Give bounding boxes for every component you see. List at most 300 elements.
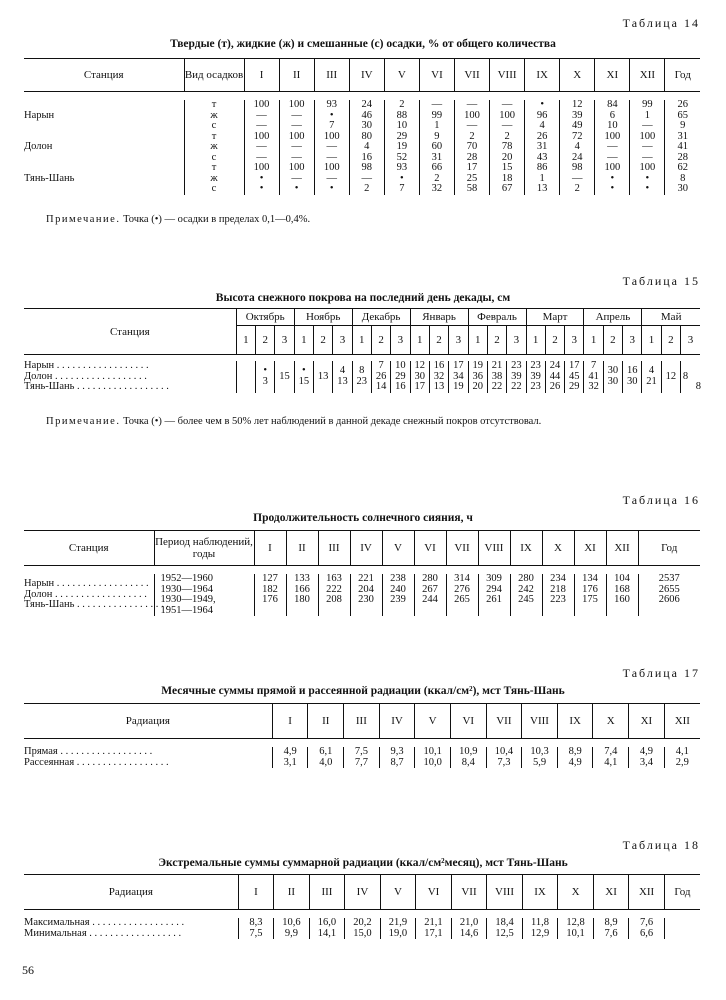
header-decade: 2 — [545, 326, 564, 355]
data-cell — [391, 361, 410, 393]
data-cell — [254, 574, 286, 616]
cell-value: 204 — [358, 583, 374, 595]
header-month: Ноябрь — [294, 309, 352, 326]
cell-value: — — [326, 172, 337, 184]
data-cell — [350, 574, 382, 616]
cell-value: 21 — [646, 375, 657, 387]
data-cell — [664, 918, 700, 939]
header-month: III — [309, 875, 345, 910]
table-18 — [24, 874, 700, 939]
cell-value: с — [211, 151, 217, 163]
header-month: IX — [557, 704, 593, 739]
cell-value: Рассеянная . . . . . . . . . . . . . . . . . . — [24, 756, 169, 768]
cell-value: 65 — [677, 109, 688, 121]
cell-value: • — [645, 183, 650, 194]
data-cell — [416, 918, 452, 939]
header-month: VIII — [490, 59, 525, 92]
table-row — [24, 918, 700, 939]
cell-value: 26 — [549, 381, 561, 392]
header-month: XII — [664, 704, 700, 739]
header-month: Декабрь — [352, 309, 410, 326]
cell-value: 280 — [422, 573, 438, 584]
header-decade: 3 — [565, 326, 584, 355]
cell-value: 218 — [550, 583, 566, 595]
cell-value: 182 — [262, 583, 278, 595]
cell-value: — — [501, 120, 513, 131]
cell-value: • — [329, 183, 334, 194]
data-cell — [451, 918, 487, 939]
data-cell — [454, 100, 489, 132]
data-cell — [595, 100, 630, 132]
data-cell — [565, 361, 584, 393]
cell-value: т — [211, 130, 217, 142]
cell-value: 280 — [518, 573, 534, 584]
cell-value: 10,9 — [459, 746, 478, 757]
cell-value: ж — [210, 172, 218, 184]
data-cell — [419, 163, 454, 195]
cell-value: 314 — [454, 573, 470, 584]
cell-value: — — [291, 151, 302, 163]
cell-value: Тянь-Шань . . . . . . . . . . . . . . . . . . — [24, 599, 169, 611]
cell-value: 1 — [434, 120, 440, 131]
cell-value: 8,7 — [390, 756, 404, 768]
header-month: I — [272, 704, 308, 739]
cell-value: 175 — [582, 594, 598, 605]
cell-value: 15 — [501, 162, 513, 173]
header-month: VII — [486, 704, 522, 739]
cell-value: 10,6 — [282, 917, 301, 928]
periods — [154, 574, 254, 616]
data-cell — [545, 361, 564, 393]
page-number: 56 — [22, 963, 34, 977]
data-cell — [661, 361, 680, 393]
header-month: III — [344, 704, 380, 739]
cell-value: 10 — [607, 120, 618, 131]
cell-value: • — [259, 183, 264, 194]
data-cell — [414, 574, 446, 616]
cell-value: 39 — [530, 370, 541, 382]
cell-value: 67 — [501, 183, 513, 194]
cell-value: 100 — [639, 130, 656, 142]
cell-value: 4 — [539, 120, 545, 131]
cell-value: — — [361, 172, 373, 184]
cell-value: 78 — [501, 141, 513, 152]
cell-value: 4,9 — [568, 756, 582, 768]
cell-value: 9 — [680, 120, 686, 131]
station-label: Тянь-Шань . . . . . . . . . . . . . . . . . . — [24, 381, 169, 392]
cell-value: 17,1 — [424, 927, 443, 939]
data-cell — [318, 574, 350, 616]
cell-value: 13 — [433, 381, 445, 392]
cell-value: 10,3 — [530, 746, 549, 757]
cell-value: — — [466, 99, 478, 110]
cell-value: 12 — [665, 370, 677, 382]
data-cell — [507, 361, 526, 393]
data-cell — [415, 747, 451, 768]
cell-value: • — [645, 172, 650, 184]
cell-value: 21 — [491, 360, 503, 371]
data-cell — [294, 361, 313, 393]
cell-value: 80 — [361, 130, 373, 142]
cell-value: с — [211, 183, 217, 194]
header-month: I — [244, 59, 279, 92]
cell-value: — — [256, 109, 267, 121]
data-cell — [490, 132, 525, 164]
cell-value: 7,5 — [354, 746, 368, 757]
header-month: VIII — [522, 704, 558, 739]
station-name — [24, 132, 184, 164]
cell-value: 25 — [466, 172, 478, 184]
cell-value: 8 — [680, 172, 686, 184]
cell-value: — — [256, 151, 267, 163]
data-cell — [380, 918, 416, 939]
header-month: IV — [345, 875, 381, 910]
precip-type — [184, 132, 244, 164]
cell-value: • — [610, 172, 615, 184]
cell-value: 2537 — [658, 573, 680, 584]
cell-value: 32 — [588, 381, 599, 392]
data-cell — [244, 163, 279, 195]
cell-value: 134 — [582, 573, 598, 584]
cell-value: 11,8 — [531, 917, 550, 928]
header-month: II — [274, 875, 310, 910]
cell-value: 39 — [571, 109, 583, 121]
header-month: IV — [379, 704, 415, 739]
cell-value: 20 — [472, 381, 483, 392]
data-cell — [349, 100, 384, 132]
cell-value: 12,5 — [495, 927, 514, 939]
data-cell — [274, 918, 310, 939]
table-15-title: Высота снежного покрова на последний день декады, см — [215, 292, 511, 304]
data-cell — [486, 747, 522, 768]
cell-value: 30 — [361, 120, 373, 131]
data-cell — [487, 918, 523, 939]
header-month: II — [308, 704, 344, 739]
cell-value: 38 — [491, 370, 503, 382]
cell-value: 160 — [614, 594, 630, 605]
cell-value: 16 — [626, 365, 638, 377]
header-month: XII — [606, 531, 638, 566]
cell-value: ж — [210, 109, 218, 121]
table-row — [24, 747, 700, 768]
data-cell — [478, 574, 510, 616]
cell-value: 10,1 — [566, 927, 585, 939]
cell-value: 99 — [431, 109, 443, 121]
header-month: VI — [419, 59, 454, 92]
data-cell — [526, 361, 545, 393]
cell-value: 46 — [361, 109, 373, 121]
cell-value: 244 — [422, 594, 438, 605]
cell-value: 30 — [607, 365, 619, 377]
cell-value: 100 — [323, 162, 340, 173]
cell-value: 8,9 — [568, 746, 582, 757]
header-decade: 3 — [507, 326, 526, 355]
data-cell — [349, 163, 384, 195]
header-month: Январь — [410, 309, 468, 326]
cell-value: 66 — [431, 162, 443, 173]
cell-value: 29 — [569, 381, 580, 392]
cell-value: 31 — [677, 130, 688, 142]
header-month: IV — [350, 531, 382, 566]
data-cell — [410, 361, 429, 393]
data-cell — [345, 918, 381, 939]
cell-value: 104 — [614, 573, 630, 584]
data-cell — [629, 747, 665, 768]
cell-value: — — [501, 99, 513, 110]
cell-value: 8 — [359, 365, 365, 377]
cell-value: 12 — [571, 99, 583, 110]
table-17-label: Таблица 17 — [622, 666, 700, 680]
cell-value: 15 — [279, 370, 290, 382]
cell-value: 10,1 — [423, 746, 442, 757]
cell-value: 7,7 — [354, 756, 368, 768]
cell-value: 19 — [396, 141, 408, 152]
cell-value: 168 — [614, 583, 630, 595]
cell-value: • — [610, 183, 615, 194]
cell-value: • — [301, 365, 306, 377]
cell-value: 208 — [326, 594, 342, 605]
cell-value: 1952—1960 — [160, 573, 213, 584]
cell-value: 14,1 — [317, 927, 337, 939]
table-16-title: Продолжительность солнечного сияния, ч — [253, 512, 473, 524]
header-month: II — [286, 531, 318, 566]
cell-value: 20 — [501, 151, 513, 163]
data-cell — [593, 918, 629, 939]
table-16-label: Таблица 16 — [622, 493, 700, 507]
header-station: Станция — [24, 531, 154, 566]
header-month: Октябрь — [236, 309, 294, 326]
cell-value: 261 — [486, 594, 502, 605]
cell-value: 276 — [454, 583, 470, 595]
cell-value: • — [259, 172, 264, 184]
data-cell — [525, 100, 560, 132]
table-row — [24, 361, 700, 393]
header-month: VI — [450, 704, 486, 739]
cell-value: 8,4 — [461, 756, 475, 768]
data-cell — [629, 918, 665, 939]
data-cell — [584, 361, 603, 393]
cell-value: 17 — [466, 162, 478, 173]
cell-value: 29 — [396, 130, 408, 142]
cell-value: 2,9 — [675, 756, 689, 768]
cell-value: 29 — [395, 370, 406, 382]
cell-value: 239 — [390, 594, 406, 605]
cell-value: 26 — [375, 370, 387, 382]
station-name — [24, 100, 184, 132]
header-month: I — [254, 531, 286, 566]
cell-value: 49 — [571, 120, 583, 131]
cell-value: 100 — [253, 99, 270, 110]
data-cell — [256, 361, 275, 393]
cell-value: 4 — [364, 141, 370, 152]
data-cell — [382, 574, 414, 616]
header-decade: 1 — [526, 326, 545, 355]
header-month: V — [380, 875, 416, 910]
cell-value: 100 — [288, 130, 305, 142]
cell-value: 28 — [677, 151, 688, 163]
table-row — [24, 195, 700, 201]
header-month: V — [415, 704, 451, 739]
table-16 — [24, 530, 700, 616]
cell-value: 240 — [390, 583, 406, 595]
cell-value: 100 — [288, 99, 305, 110]
data-cell — [525, 132, 560, 164]
header-decade: 3 — [623, 326, 642, 355]
header-month: IX — [522, 875, 558, 910]
cell-value: 3 — [262, 375, 268, 387]
data-cell — [429, 361, 448, 393]
cell-value: 26 — [536, 130, 548, 142]
table-17-title: Месячные суммы прямой и рассеянной радиации (ккал/см²), мст Тянь-Шань — [161, 685, 565, 697]
header-precip-type: Вид осадков — [184, 59, 244, 92]
cell-value: 8,3 — [249, 917, 263, 928]
header-decade: 2 — [313, 326, 332, 355]
note-label: Примечание. — [46, 416, 121, 427]
cell-value: 100 — [604, 162, 621, 173]
cell-value: 8 — [682, 370, 689, 382]
data-cell — [244, 100, 279, 132]
cell-value: 5,9 — [532, 756, 547, 768]
data-cell — [642, 361, 661, 393]
cell-value: 86 — [536, 162, 548, 173]
header-radiation: Радиация — [24, 875, 238, 910]
cell-value: 2 — [399, 99, 405, 110]
cell-value: 2606 — [658, 594, 680, 605]
cell-value: — — [256, 120, 267, 131]
station-label: Нарын . . . . . . . . . . . . . . . . . . — [24, 360, 149, 371]
cell-value: 23 — [511, 360, 522, 371]
cell-value: 30 — [677, 183, 688, 194]
data-cell — [308, 747, 344, 768]
precip-type — [184, 100, 244, 132]
data-cell — [542, 574, 574, 616]
cell-value: 10,0 — [423, 756, 442, 768]
cell-value: 17 — [569, 360, 580, 371]
cell-value: 221 — [358, 573, 374, 584]
station-label: Нарын — [24, 109, 55, 121]
cell-value: 62 — [677, 162, 688, 173]
data-cell — [454, 163, 489, 195]
cell-value: — — [291, 172, 302, 184]
header-month: XII — [630, 59, 665, 92]
cell-value: ж — [210, 141, 218, 152]
table-15-note — [46, 416, 541, 427]
cell-value: 30 — [607, 375, 619, 387]
header-station: Станция — [24, 309, 236, 355]
header-decade: 1 — [236, 326, 255, 355]
cell-value: 60 — [431, 141, 443, 152]
cell-value: 43 — [536, 151, 548, 163]
cell-value: 13 — [317, 370, 329, 382]
cell-value: — — [291, 120, 302, 131]
cell-value: 265 — [454, 594, 470, 605]
data-cell — [487, 361, 506, 393]
table-14-note — [46, 214, 310, 225]
cell-value: 8 — [695, 381, 701, 392]
cell-value: 7 — [378, 360, 384, 371]
station-name — [24, 163, 184, 195]
cell-value: 2 — [434, 172, 440, 184]
cell-value: 176 — [262, 594, 278, 605]
header-decade: 1 — [410, 326, 429, 355]
cell-value: 100 — [253, 162, 270, 173]
cell-value: 26 — [677, 99, 688, 110]
cell-value: 238 — [390, 573, 406, 584]
cell-value: 1930—1949, — [160, 594, 216, 605]
data-cell — [560, 163, 595, 195]
cell-value: 7,5 — [249, 927, 263, 939]
cell-value: — — [607, 141, 618, 152]
header-month: X — [560, 59, 595, 92]
cell-value: — — [326, 141, 337, 152]
cell-value: 32 — [431, 183, 443, 194]
cell-value: 7 — [590, 360, 597, 371]
cell-value: 7,6 — [604, 927, 618, 939]
precip-type — [184, 163, 244, 195]
header-radiation: Радиация — [24, 704, 272, 739]
cell-value: — — [291, 141, 302, 152]
cell-value: 309 — [486, 573, 502, 584]
cell-value: 1951—1964 — [160, 604, 213, 616]
cell-value: 12,8 — [566, 917, 585, 928]
cell-value: 1 — [644, 109, 651, 121]
cell-value: 2 — [364, 183, 370, 194]
cell-value: 52 — [396, 151, 408, 163]
data-cell — [309, 918, 345, 939]
data-cell — [603, 361, 622, 393]
cell-value: 12 — [414, 360, 425, 371]
cell-value: 294 — [486, 583, 502, 595]
table-14-title: Твердые (т), жидкие (ж) и смешанные (с) осадки, % от общего количества — [170, 38, 556, 50]
data-cell — [630, 100, 665, 132]
header-decade: 3 — [681, 326, 700, 355]
cell-value: 230 — [358, 594, 374, 605]
header-decade: 1 — [642, 326, 661, 355]
cell-value: — — [642, 141, 653, 152]
header-month: III — [318, 531, 350, 566]
cell-value: 41 — [588, 370, 599, 382]
cell-value: 99 — [642, 99, 653, 110]
cell-value: 30 — [414, 370, 425, 382]
header-decade: 2 — [371, 326, 390, 355]
header-month: IX — [525, 59, 560, 92]
data-cell — [606, 574, 638, 616]
cell-value: Максимальная . . . . . . . . . . . . . . . . . . — [24, 917, 185, 928]
cell-value: 34 — [453, 370, 464, 382]
data-cell — [468, 361, 487, 393]
cell-value: — — [571, 172, 583, 184]
cell-value: 2655 — [658, 583, 680, 595]
cell-value: 16 — [395, 381, 406, 392]
cell-value: 1930—1964 — [160, 583, 213, 595]
cell-value: 31 — [536, 141, 548, 152]
header-month: IV — [349, 59, 384, 92]
cell-value: 12,9 — [530, 927, 550, 939]
table-18-label: Таблица 18 — [622, 838, 700, 852]
cell-value: 14,6 — [459, 927, 479, 939]
cell-value: 32 — [433, 370, 445, 382]
note-text: Точка (•) — осадки в пределах 0,1—0,4%. — [123, 214, 311, 225]
cell-value: 22 — [511, 381, 522, 392]
header-decade: 2 — [256, 326, 275, 355]
cell-value: 3,1 — [283, 756, 297, 768]
cell-value: 88 — [396, 109, 408, 121]
data-cell — [560, 100, 595, 132]
cell-value: — — [642, 120, 653, 131]
cell-value: 39 — [511, 370, 522, 382]
data-cell — [665, 163, 700, 195]
data-cell — [314, 132, 349, 164]
